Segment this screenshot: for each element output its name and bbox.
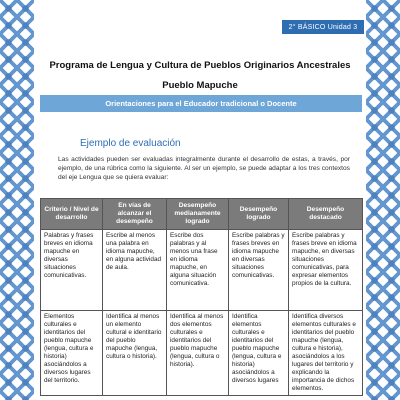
header-level-3: Desempeño logrado (229, 199, 289, 230)
table-cell: Identifica elementos culturales e identitarios del pueblo mapuche (lengua, cultura e historia) asociándolos a diversos lugares (229, 311, 289, 396)
table-cell: Identifica diversos elementos culturales e identitarios del pueblo mapuche (lengua, cultura e historia), asociándolos a los lugares del territorio y explicando la importancia de dichos elementos. (289, 311, 363, 396)
intro-line: Las actividades pueden ser evaluadas integralmente durante el desarrollo de estas, a (58, 156, 316, 163)
program-title: Programa de Lengua y Cultura de Pueblos Originarios Ancestrales (49, 60, 351, 71)
intro-paragraph (58, 155, 350, 182)
table-cell: Palabras y frases breves en idioma mapuche en diversas situaciones comunicativas. (41, 230, 103, 311)
intro-line: tres contextos del eje Lengua que se quiera evaluar: (58, 165, 350, 181)
people-title: Pueblo Mapuche (162, 80, 238, 91)
decorative-border-left (0, 0, 34, 400)
orientation-banner: Orientaciones para el Educador tradicional o Docente (40, 95, 362, 112)
intro-line: través, por ejemplo, de una rúbrica como la siguiente. Al ser un ejemplo, se puede adaptar a los (58, 156, 350, 172)
table-cell: Elementos culturales e identitarios del pueblo mapuche (lengua, cultura e historia) asociándolos a diversos lugares del territorio. (41, 311, 103, 396)
header-criterion: Criterio / Nivel de desarrollo (41, 199, 103, 230)
unit-badge: 2° BÁSICO Unidad 3 (282, 20, 364, 34)
table-cell: Escribe palabras y frases breves en idioma mapuche en diversas situaciones comunicativas. (229, 230, 289, 311)
section-title: Ejemplo de evaluación (80, 138, 181, 149)
header-level-2: Desempeño medianamente logrado (167, 199, 229, 230)
decorative-border-right (366, 0, 400, 400)
table-cell: Escribe dos palabras y al menos una frase en idioma mapuche, en alguna situación comunicativa. (167, 230, 229, 311)
table-row (41, 230, 363, 311)
evaluation-rubric-table (40, 198, 363, 396)
table-cell: Identifica al menos dos elementos culturales e identitarios del pueblo mapuche (lengua, cultura o historia). (167, 311, 229, 396)
table-cell: Identifica al menos un elemento cultural e identitario del pueblo mapuche (lengua, cultura o historia). (103, 311, 167, 396)
table-row (41, 311, 363, 396)
table-cell: Escribe palabras y frases breve en idioma mapuche, en diversas situaciones comunicativas, para expresar elementos propios de la cultura. (289, 230, 363, 311)
table-header-row (41, 199, 363, 230)
header-level-1: En vías de alcanzar el desempeño (103, 199, 167, 230)
header-level-4: Desempeño destacado (289, 199, 363, 230)
table-cell: Escribe al menos una palabra en idioma mapuche, en alguna actividad de aula. (103, 230, 167, 311)
